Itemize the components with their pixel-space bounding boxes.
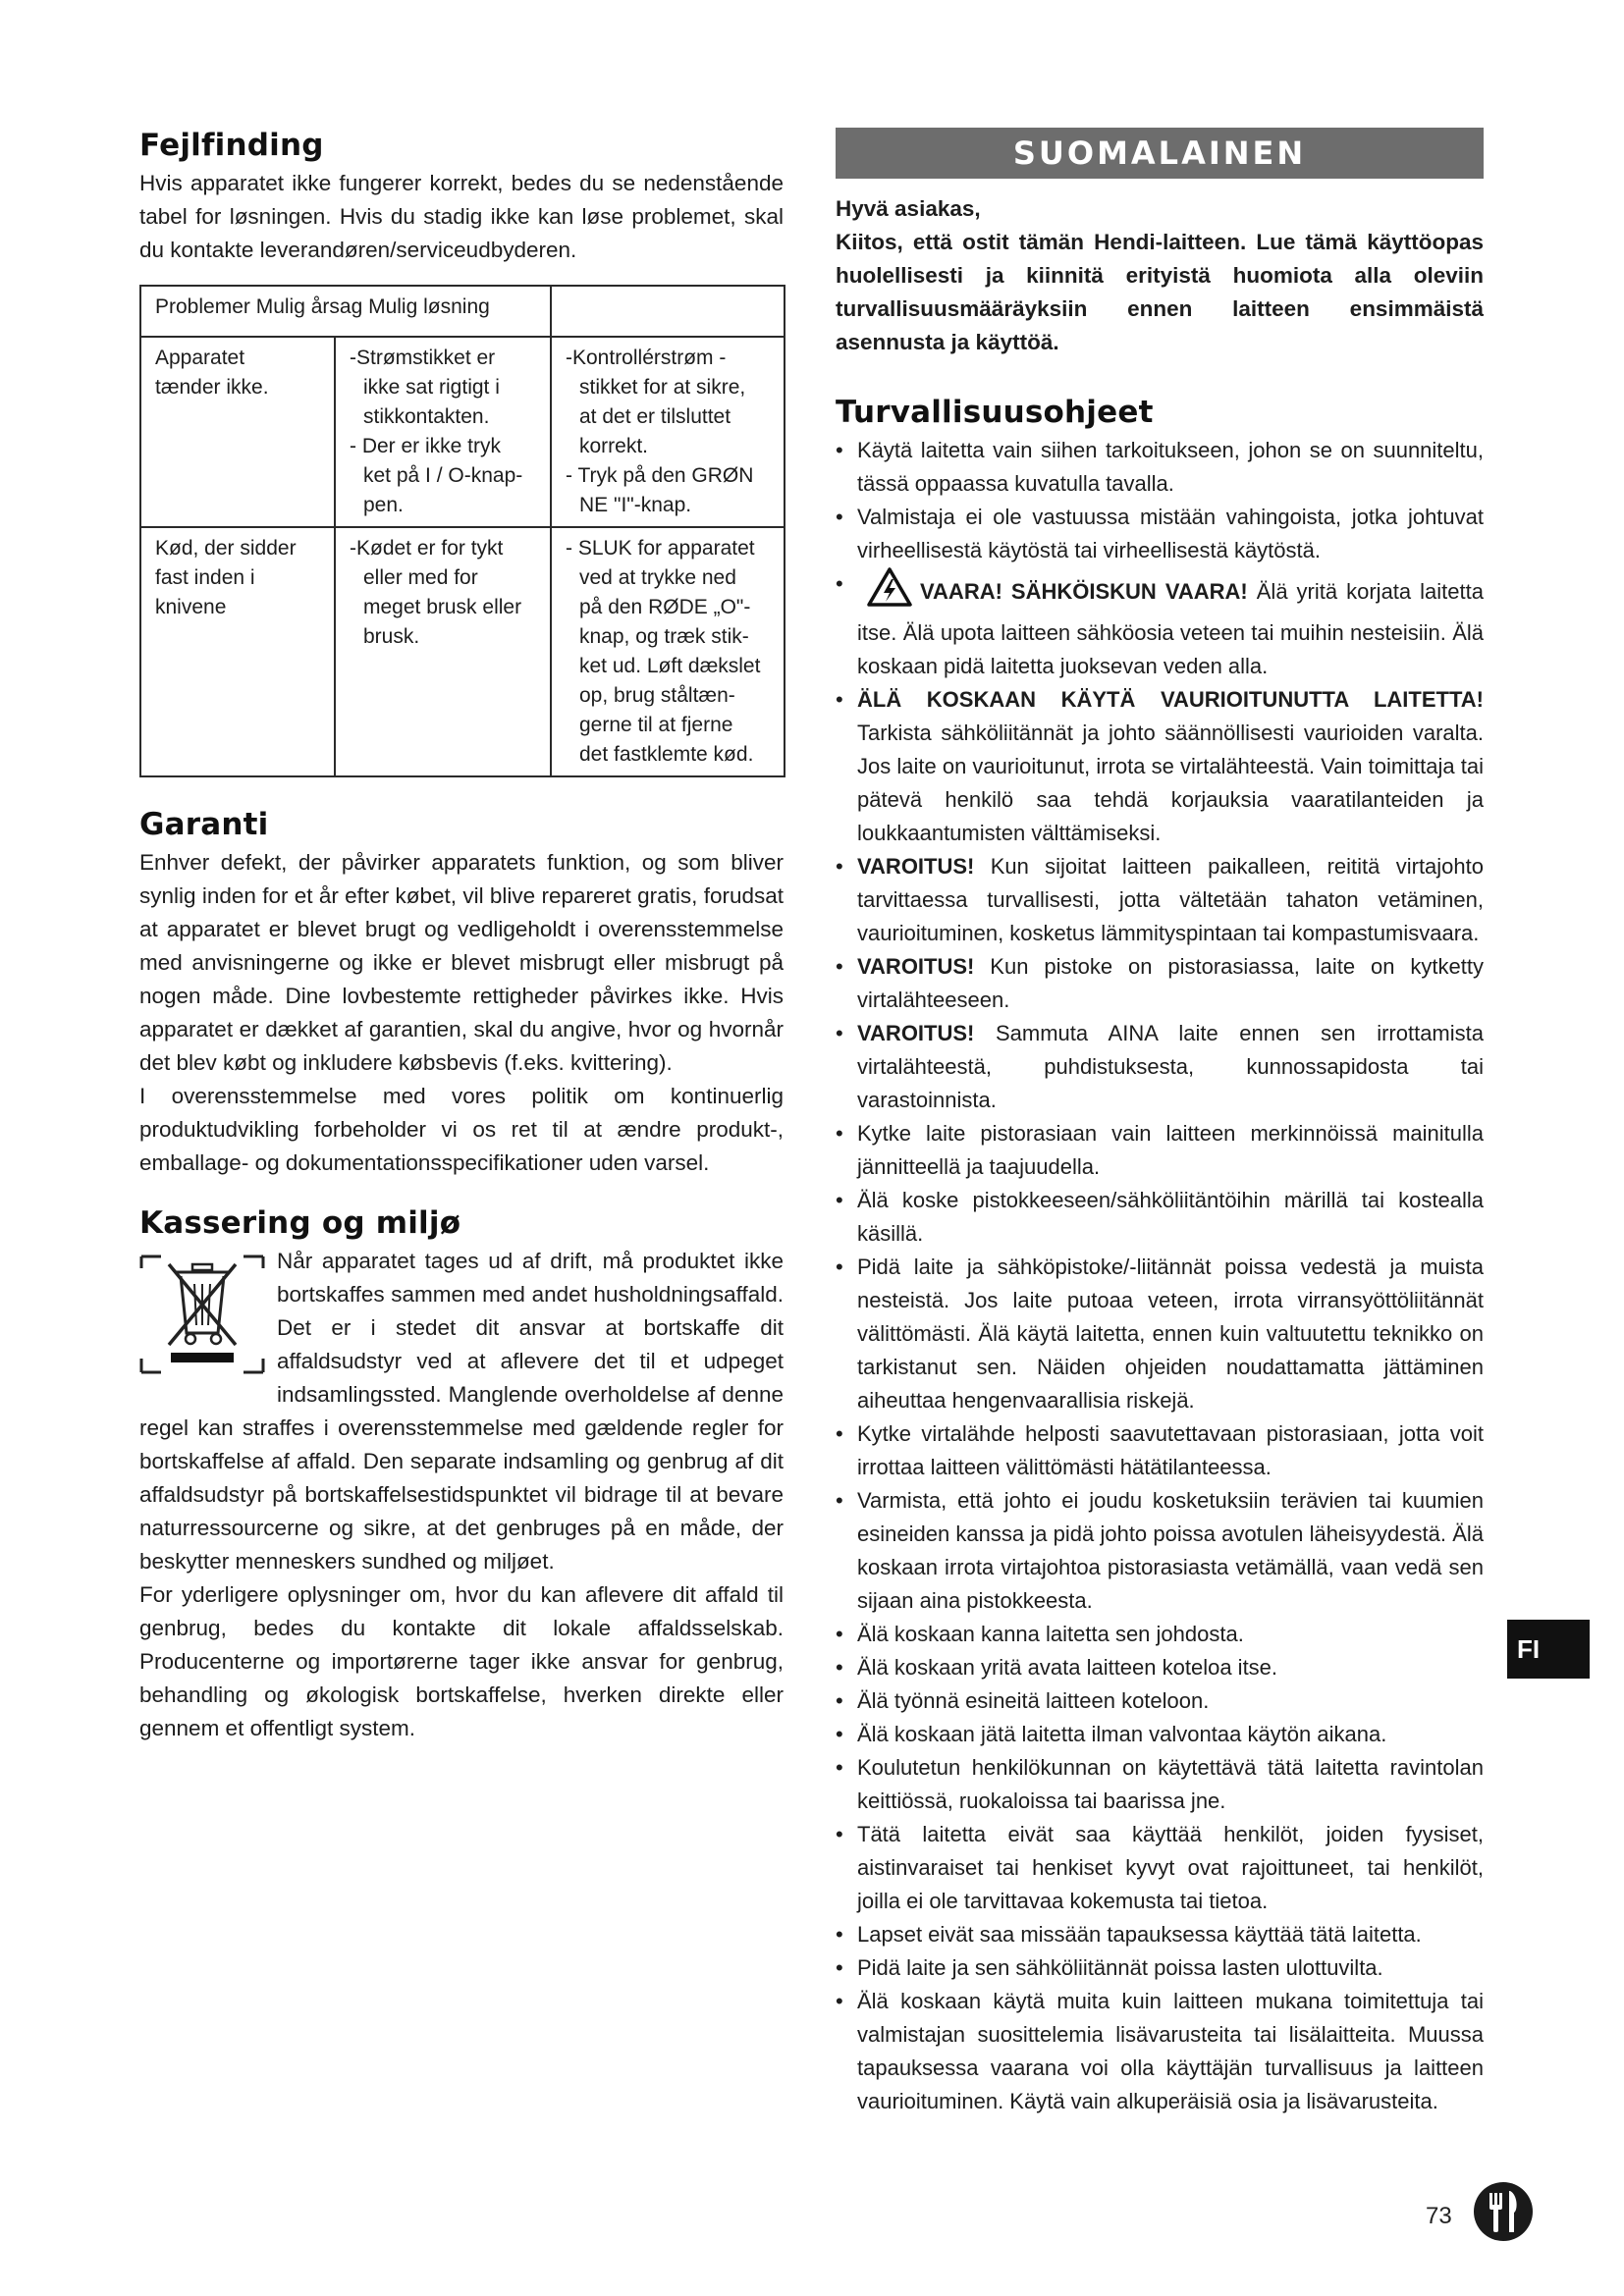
list-item: • Koulutetun henkilökunnan on käytettävä tätä laitetta ravintolan keittiössä, ruokaloissa tai baarissa jne. [836,1755,1484,1813]
right-column [836,128,1484,2118]
table-header-empty-cell [551,286,785,337]
warranty-paragraph: I overensstemmelse med vores politik om kontinuerlig produktudvikling forbeholder vi os ret til at ændre produkt-, emballage- og dokumentationsspecifikationer uden varsel. [139,1084,784,1175]
list-item: • Tätä laitetta eivät saa käyttää henkilöt, joiden fyysiset, aistinvaraiset tai henkiset kyvyt ovat rajoittuneet, tai henkilöt, joilla ei ole tarvittavaa kokemusta tai tietoa. [836,1822,1484,1913]
list-item: • Älä koskaan kanna laitetta sen johdosta. [836,1622,1244,1646]
left-column [139,128,784,1771]
disposal-paragraph: For yderligere oplysninger om, hvor du kan aflevere dit affald til genbrug, bedes du kontakte dit lokale affaldsselskab. Producenterne og importørerne tager ikke ansvar for genbrug, behandling og økologisk bortskaffelse, hverken direkte eller gennem et offentligt system. [139,1582,784,1740]
solution-cell: -Kontrollérstrøm - stikket for at sikre, at det er tilsluttet korrekt. - Tryk på den GRØN NE "I"-knap. [551,337,785,527]
disposal-title: Kassering og miljø [139,1205,461,1241]
troubleshooting-title: Fejlfinding [139,128,324,163]
list-item: • Älä työnnä esineitä laitteen koteloon. [836,1688,1210,1713]
warning-keyword: VAROITUS! [857,1021,975,1045]
list-item: • Käytä laitetta vain siihen tarkoitukseen, johon se on suunniteltu, tässä oppaassa kuvatulla tavalla. [836,438,1484,496]
table-header-cell: Problemer Mulig årsag Mulig løsning [140,286,551,337]
troubleshooting-table [139,285,785,777]
warranty-paragraph: Enhver defekt, der påvirker apparatets funktion, og som bliver synlig inden for et år efter købet, vil blive repareret gratis, forudsat at apparatet er blevet brugt og vedligeholdt i overensstemmelse med anvisningerne og ikke er blevet misbrugt eller misbrugt på nogen måde. Dine lovbestemte rettigheder påvirkes ikke. Hvis apparatet er dækket af garantien, skal du angive, hvor og hvornår det blev købt og inkludere købsbevis (f.eks. kvittering). [139,850,784,1075]
weee-crossed-bin-icon [139,1251,265,1378]
table-header-row [140,286,785,337]
list-item: • Pidä laite ja sähköpistoke/-liitännät poissa vedestä ja muista nesteistä. Jos laite putoaa veteen, irrota virransyöttöliitännät välittömästi. Älä käytä laitetta, ennen kuin valtuutettu teknikko on tarkistanut sen. Näiden ohjeiden noudattamatta jättäminen aiheuttaa hengenvaarallisia riskejä. [836,1255,1484,1413]
list-item: • Valmistaja ei ole vastuussa mistään vahingoista, jotka johtuvat virheellisestä käytöstä tai virheellisestä käytöstä. [836,505,1484,562]
disposal-paragraph: Når apparatet tages ud af drift, må produktet ikke bortskaffes sammen med andet husholdningsaffald. Det er i stedet dit ansvar at bortskaffe dit affaldsudstyr ved at aflevere det til et udpeget indsamlingssted. Manglende overholdelse af denne regel kan straffes i overensstemmelse med gældende regler for bortskaffelse af affald. Den separate indsamling og genbrug af dit affaldsudstyr på bortskaffelsestidspunktet vil bidrage til at bevare naturressourcerne og sikre, at det genbruges på en måde, der beskytter menneskers sundhed og miljøet. [139,1249,784,1574]
warning-keyword: VAROITUS! [857,854,975,879]
troubleshooting-section [139,128,784,777]
list-item: • Kytke laite pistorasiaan vain laitteen merkinnöissä mainitulla jännitteellä ja taajuudella. [836,1121,1484,1179]
warranty-title: Garanti [139,807,269,842]
warranty-section [139,807,784,1180]
language-tab-fi: FI [1507,1620,1590,1679]
list-item: • VAROITUS! Sammuta AINA laite ennen sen irrottamista virtalähteestä, puhdistuksesta, kunnossapidosta tai varastoinnista. [836,1021,1484,1112]
cause-cell: -Kødet er for tykt eller med for meget brusk eller brusk. [335,527,551,776]
table-row [140,337,785,527]
solution-cell: - SLUK for apparatet ved at trykke ned på den RØDE „O"- knap, og træk stik- ket ud. Løft dækslet op, brug ståltæn- gerne til at fjerne det fastklemte kød. [551,527,785,776]
list-item: • VAARA! SÄHKÖISKUN VAARA! Älä yritä korjata laitetta itse. Älä upota laitteen sähköosia veteen tai muihin nesteisiin. Älä koskaan pidä laitetta juoksevan veden alla. [836,567,1484,683]
language-banner: SUOMALAINEN [836,128,1484,179]
danger-keyword: ÄLÄ KOSKAAN KÄYTÄ VAURIOITUNUTTA LAITETTA! [857,687,1484,712]
problem-cell: Apparatet tænder ikke. [140,337,335,527]
page-number: 73 [1426,2203,1452,2229]
electric-hazard-warning-icon [867,567,912,616]
list-item: • ÄLÄ KOSKAAN KÄYTÄ VAURIOITUNUTTA LAITETTA! Tarkista sähköliitännät ja johto säännöllisesti vaurioiden varalta. Jos laite on vaurioitunut, irrota se virtalähteestä. Vain toimittaja tai pätevä henkilö saa tehdä korjauksia vaaratilanteiden ja loukkaantumisten välttämiseksi. [836,687,1484,845]
safety-list [836,434,1484,2118]
danger-keyword: VAARA! SÄHKÖISKUN VAARA! [920,579,1248,604]
list-item: • Lapset eivät saa missään tapauksessa käyttää tätä laitetta. [836,1922,1422,1947]
list-item: • VAROITUS! Kun sijoitat laitteen paikalleen, reititä virtajohto tarvittaessa turvallisesti, jotta vältetään tahaton vetäminen, vaurioituminen, kosketus lämmityspintaan tai kompastumisvaara. [836,854,1484,945]
table-row [140,527,785,776]
safety-title: Turvallisuusohjeet [836,395,1154,430]
problem-cell: Kød, der sidder fast inden i knivene [140,527,335,776]
troubleshooting-intro: Hvis apparatet ikke fungerer korrekt, bedes du se nedenstående tabel for løsningen. Hvis du stadig ikke kan løse problemet, skal du kontakte leverandøren/serviceudbyderen. [139,171,784,262]
list-item: • Älä koskaan jätä laitetta ilman valvontaa käytön aikana. [836,1722,1387,1746]
list-item: • Älä koske pistokkeeseen/sähköliitäntöihin märillä tai kostealla käsillä. [836,1188,1484,1246]
disposal-section [139,1205,784,1745]
list-item: • VAROITUS! Kun pistoke on pistorasiassa, laite on kytketty virtalähteeseen. [836,954,1484,1012]
list-item: • Kytke virtalähde helposti saavutettavaan pistorasiaan, jotta voit irrottaa laitteen välittömästi hätätilanteessa. [836,1421,1484,1479]
list-item: • Älä koskaan yritä avata laitteen koteloa itse. [836,1655,1278,1680]
warning-keyword: VAROITUS! [857,954,975,979]
intro-paragraph: Kiitos, että ostit tämän Hendi-laitteen. Lue tämä käyttöopas huolellisesti ja kiinnitä erityistä huomiota alla oleviin turvallisuusmääräyksiin ennen laitteen ensimmäistä asennusta ja käyttöä. [836,230,1484,354]
greeting: Hyvä asiakas, [836,196,981,221]
list-item: • Pidä laite ja sen sähköliitännät poissa lasten ulottuvilta. [836,1955,1383,1980]
list-item: • Älä koskaan käytä muita kuin laitteen mukana toimitettuja tai valmistajan suosittelemia lisävarusteita tai lisälaitteita. Muussa tapauksessa vaarana voi olla käyttäjän turvallisuus ja laitteen vaurioituminen. Käytä vain alkuperäisiä osia ja lisävarusteita. [836,1989,1484,2113]
list-item: • Varmista, että johto ei joudu kosketuksiin terävien tai kuumien esineiden kanssa ja pidä johto poissa avotulen läheisyydestä. Älä koskaan irrota virtajohtoa pistorasiasta vetämällä, vaan vedä sen sijaan aina pistokkeesta. [836,1488,1484,1613]
cause-cell: -Strømstikket er ikke sat rigtigt i stikkontakten. - Der er ikke tryk ket på I / O-knap- pen. [335,337,551,527]
cutlery-logo-icon [1473,2181,1534,2242]
